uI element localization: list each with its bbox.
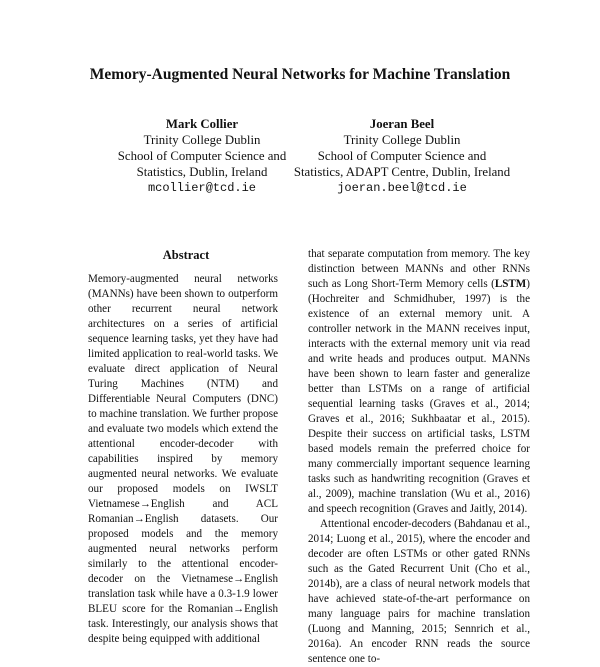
author-email[interactable]: joeran.beel@tcd.ie [337,181,467,195]
author-name: Mark Collier [165,117,239,131]
author-affiliation-line: Trinity College Dublin [343,133,461,147]
author-affiliation-line: Statistics, ADAPT Centre, Dublin, Ireland [293,165,511,179]
paper-title: Memory-Augmented Neural Networks for Machine Translation [89,66,511,83]
author-block-collier [112,116,292,196]
intro-paragraph-1 [308,247,530,517]
abstract-column [88,272,278,647]
intro-text: ) (Hochreiter and Schmidhuber, 1997) is the existence of an external memory unit. A controller network in the MANN receives input, interacts with the external memory unit via read and write heads and produces output. MANNs have been shown to learn faster and generalize better than LSTMs on a range of artificial sequential learning tasks (Graves et al., 2014; Graves et al., 2016; Sukhbaatar et al., 2015). Despite their success on artificial tasks, LSTM based models remain the preferred choice for many commercially important sequence learning tasks such as handwriting recognition (Graves et al., 2009), machine translation (Wu et al., 2016) and speech recognition (Graves and Jaitly, 2014). [308,278,530,515]
introduction-column [308,247,530,667]
author-block-beel [292,116,512,196]
intro-paragraph-2: Attentional encoder-decoders (Bahdanau et al., 2014; Luong et al., 2015), where the encoder and decoder are often LSTMs or other gated RNNs such as the Gated Recurrent Unit (Cho et al., 2014b), are a class of neural network models that have achieved state-of-the-art performance on many language pairs for machine translation (Luong and Manning, 2015; Sennrich et al., 2016a). An encoder RNN reads the source sentence one to- [308,518,530,665]
author-affiliation-line: Statistics, Dublin, Ireland [136,165,268,179]
intro-text: that separate computation from memory. The key distinction between MANNs and other RNNs such as Long Short-Term Memory cells ( [308,248,530,290]
author-email[interactable]: mcollier@tcd.ie [147,181,257,195]
author-affiliation-line: School of Computer Science and [117,149,287,163]
author-affiliation-line: Trinity College Dublin [143,133,261,147]
lstm-bold-term: LSTM [494,278,527,290]
abstract-text: Memory-augmented neural networks (MANNs) have been shown to outperform other recurrent neural network architectures on a series of artificial sequence learning tasks, yet they have had limited application to real-world tasks. We evaluate direct application of Neural Turing Machines (NTM) and Differentiable Neural Computers (DNC) to machine translation. We further propose and evaluate two models which extend the attentional encoder-decoder with capabilities inspired by memory augmented neural networks. We evaluate our proposed models on IWSLT Vietnamese→English and ACL Romanian→English datasets. Our proposed models and the memory augmented neural networks perform similarly to the attentional encoder-decoder on the Vietnamese→English translation task while have a 0.3-1.9 lower BLEU score for the Romanian→English task. Interestingly, our analysis shows that despite being equipped with additional [88,273,278,645]
author-affiliation-line: School of Computer Science and [317,149,487,163]
author-name: Joeran Beel [369,117,435,131]
abstract-heading: Abstract [162,248,210,262]
